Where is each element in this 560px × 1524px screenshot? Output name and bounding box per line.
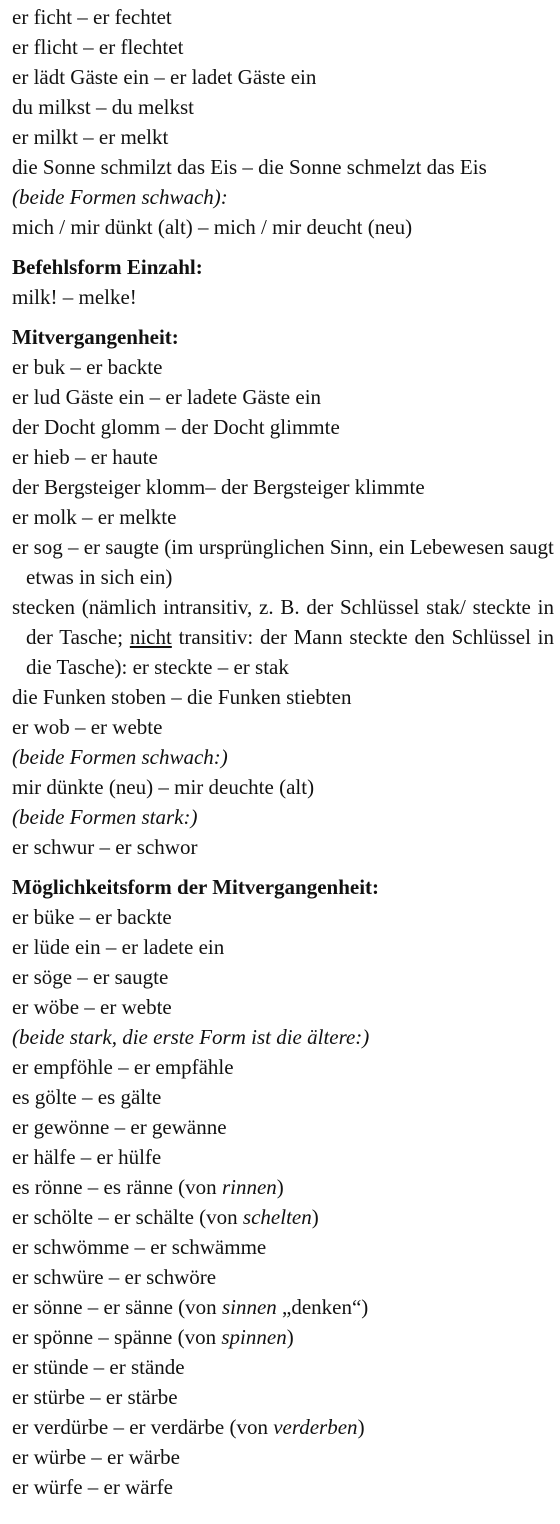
form-note: (beide Formen stark:) (12, 805, 198, 829)
form-text-tail: ) (286, 1325, 294, 1349)
form-text: er spönne – spänne (von (12, 1325, 222, 1349)
verb-form-line: er schwüre – er schwöre (12, 1265, 217, 1289)
verb-form-line: er lüde ein – er ladete ein (12, 935, 225, 959)
form-text-tail: ) (357, 1415, 365, 1439)
verb-form-line: du milkst – du melkst (12, 95, 195, 119)
infinitive-verb: verderben (273, 1415, 358, 1439)
section-heading-imperative: Befehlsform Einzahl: (12, 255, 203, 279)
verb-form-line: er flicht – er flechtet (12, 35, 184, 59)
stecken-text-end: transitiv: der Mann steckte den Schlüssel in die Tasche): er steckte – er stak (26, 625, 555, 679)
stecken-text-start: stecken (nämlich intransitiv, z. B. der Schlüssel stak/ steckte in der Tasche; (12, 595, 554, 649)
verb-form-line: er buk – er backte (12, 355, 163, 379)
underlined-nicht: nicht (129, 625, 172, 649)
form-note: (beide Formen schwach:) (12, 745, 228, 769)
verb-form-line: die Funken stoben – die Funken stiebten (12, 685, 352, 709)
verb-form-line: er hälfe – er hülfe (12, 1145, 162, 1169)
verb-form-line: er würbe – er wärbe (12, 1445, 180, 1469)
verb-form-line: er schwömme – er schwämme (12, 1235, 267, 1259)
verb-form-line: er schwur – er schwor (12, 835, 198, 859)
verb-form-paragraph: er sog – er saugte (im ursprünglichen Sinn, ein Lebewesen saugt etwas in sich ein) (12, 535, 554, 589)
verb-form-line: es gölte – es gälte (12, 1085, 162, 1109)
form-note: (beide Formen schwach): (12, 185, 228, 209)
verb-form-line: er würfe – er wärfe (12, 1475, 173, 1499)
verb-form-line: er milkt – er melkt (12, 125, 169, 149)
verb-form-line: er lud Gäste ein – er ladete Gäste ein (12, 385, 322, 409)
verb-form-line: er ficht – er fechtet (12, 5, 172, 29)
verb-form-line: er stürbe – er stärbe (12, 1385, 178, 1409)
section-heading-subjunctive: Möglichkeitsform der Mitvergangenheit: (12, 875, 380, 899)
verb-form-line: er gewönne – er gewänne (12, 1115, 227, 1139)
form-text: er sönne – er sänne (von (12, 1295, 222, 1319)
verb-form-line: die Sonne schmilzt das Eis – die Sonne schmelzt das Eis (12, 155, 487, 179)
verb-form-line: er molk – er melkte (12, 505, 177, 529)
verb-form-line: der Bergsteiger klomm– der Bergsteiger klimmte (12, 475, 425, 499)
verb-form-line: er lädt Gäste ein – er ladet Gäste ein (12, 65, 317, 89)
verb-form-line: er wöbe – er webte (12, 995, 172, 1019)
form-text-tail: ) (311, 1205, 319, 1229)
form-text: er verdürbe – er verdärbe (von (12, 1415, 274, 1439)
section-heading-past: Mitvergangenheit: (12, 325, 179, 349)
infinitive-verb: schelten (242, 1205, 312, 1229)
verb-form-line (12, 1412, 554, 1442)
verb-form-line: mir dünkte (neu) – mir deuchte (alt) (12, 775, 315, 799)
verb-form-line: er büke – er backte (12, 905, 172, 929)
infinitive-verb: sinnen (221, 1295, 277, 1319)
verb-form-line: er wob – er webte (12, 715, 163, 739)
verb-form-line (12, 1292, 554, 1322)
verb-form-line: er empföhle – er empfähle (12, 1055, 234, 1079)
verb-form-paragraph-stecken (12, 592, 554, 682)
verb-form-line (12, 1202, 554, 1232)
verb-form-line: der Docht glomm – der Docht glimmte (12, 415, 340, 439)
verb-form-line: er hieb – er haute (12, 445, 158, 469)
form-text: es rönne – es ränne (von (12, 1175, 222, 1199)
verb-form-line (12, 1322, 554, 1352)
form-text-tail: ) (276, 1175, 284, 1199)
verb-form-line (12, 1172, 554, 1202)
verb-form-line: mich / mir dünkt (alt) – mich / mir deucht (neu) (12, 215, 413, 239)
verb-form-line: er söge – er saugte (12, 965, 169, 989)
form-note: (beide stark, die erste Form ist die ältere:) (12, 1025, 370, 1049)
form-text: er schölte – er schälte (von (12, 1205, 243, 1229)
form-text-tail: „denken“) (276, 1295, 369, 1319)
verb-form-line: milk! – melke! (12, 285, 137, 309)
infinitive-verb: rinnen (221, 1175, 277, 1199)
verb-form-line: er stünde – er stände (12, 1355, 185, 1379)
infinitive-verb: spinnen (221, 1325, 287, 1349)
